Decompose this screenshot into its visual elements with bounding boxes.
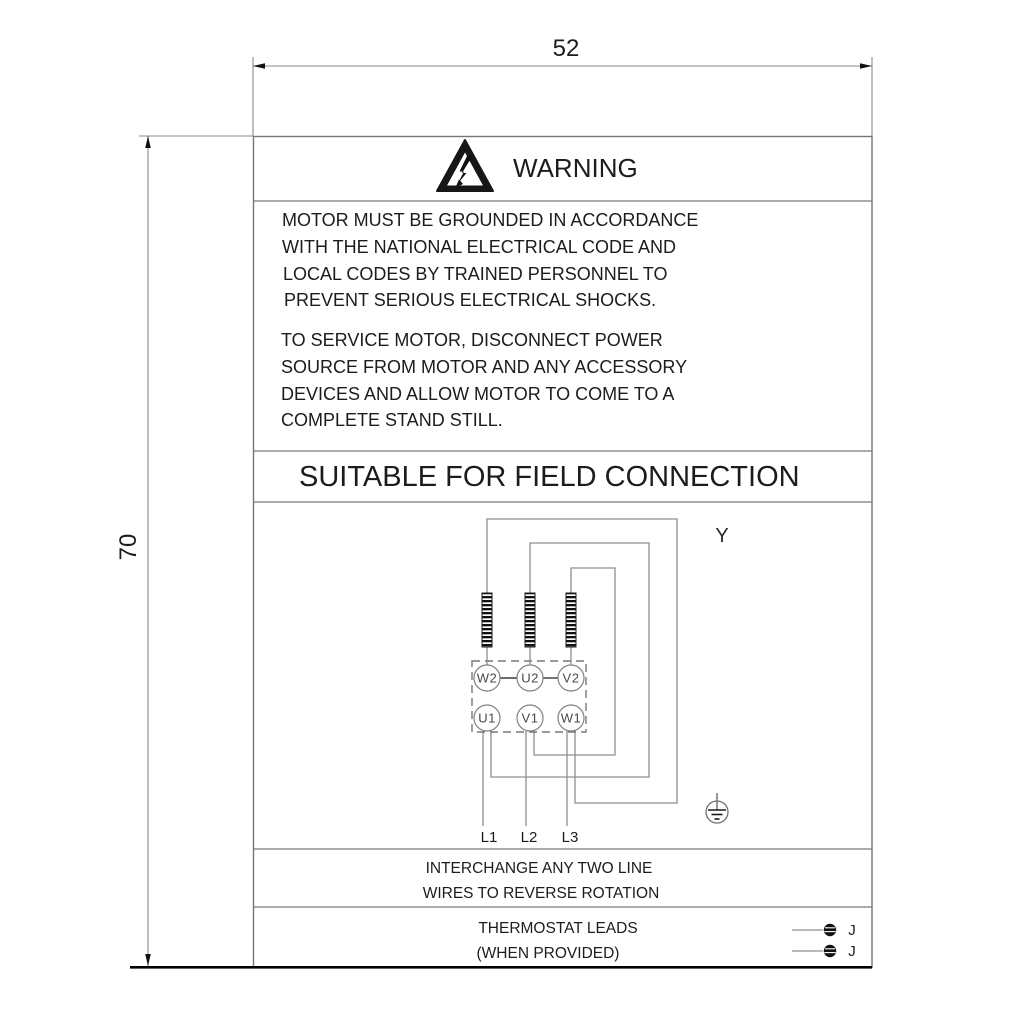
width-dimension <box>253 35 872 136</box>
warning-header <box>437 140 638 191</box>
rotation-note-line: WIRES TO REVERSE ROTATION <box>422 885 660 902</box>
field-connection-title: SUITABLE FOR FIELD CONNECTION <box>299 461 800 493</box>
paragraph-line: WITH THE NATIONAL ELECTRICAL CODE AND <box>282 237 677 257</box>
line-lead-label-l3: L3 <box>561 829 579 846</box>
arrow-left-icon <box>253 63 265 69</box>
winding-loop-middle <box>491 543 649 777</box>
lead-label: J <box>848 943 856 960</box>
rotation-note <box>423 860 660 902</box>
paragraph-line: COMPLETE STAND STILL. <box>281 410 503 430</box>
rotation-note-line: INTERCHANGE ANY TWO LINE <box>425 860 653 877</box>
terminal-label: W2 <box>476 670 498 686</box>
winding-coil <box>566 593 576 647</box>
lead-label: J <box>848 922 856 939</box>
thermostat-lead-1 <box>792 922 856 939</box>
lead-terminal-icon <box>824 924 836 936</box>
connection-type-label: Y <box>715 525 729 547</box>
high-voltage-warning-icon <box>437 140 493 191</box>
arrow-up-icon <box>145 136 151 148</box>
lead-terminal-icon <box>824 945 836 957</box>
winding-coil <box>525 593 535 647</box>
thermostat-line1: THERMOSTAT LEADS <box>478 920 638 937</box>
arrow-down-icon <box>145 954 151 966</box>
thermostat-note <box>477 920 856 962</box>
winding-coil <box>482 593 492 647</box>
width-dimension-value: 52 <box>552 35 580 62</box>
terminal-label: V1 <box>521 710 539 726</box>
ground-icon <box>706 793 728 823</box>
paragraph-line: SOURCE FROM MOTOR AND ANY ACCESSORY <box>281 357 688 377</box>
height-dimension <box>115 136 253 966</box>
height-dimension-value: 70 <box>115 533 142 561</box>
paragraph-line: MOTOR MUST BE GROUNDED IN ACCORDANCE <box>282 210 699 230</box>
line-lead-label-l2: L2 <box>520 829 538 846</box>
paragraph-line: DEVICES AND ALLOW MOTOR TO COME TO A <box>281 384 675 404</box>
thermostat-line2: (WHEN PROVIDED) <box>476 945 620 962</box>
warning-title: WARNING <box>513 153 638 183</box>
terminal-label: V2 <box>562 670 580 686</box>
terminal-label: U1 <box>478 710 496 726</box>
terminal-label: W1 <box>560 710 582 726</box>
paragraph-line: TO SERVICE MOTOR, DISCONNECT POWER <box>281 330 663 350</box>
line-lead-label-l1: L1 <box>480 829 498 846</box>
grounding-paragraph <box>282 210 698 310</box>
wiring-diagram <box>472 519 729 846</box>
paragraph-line: PREVENT SERIOUS ELECTRICAL SHOCKS. <box>284 290 657 310</box>
thermostat-lead-2 <box>792 943 856 960</box>
label-outline <box>130 137 872 968</box>
service-paragraph <box>281 330 687 430</box>
paragraph-line: LOCAL CODES BY TRAINED PERSONNEL TO <box>283 264 668 284</box>
arrow-right-icon <box>860 63 872 69</box>
terminal-label: U2 <box>521 670 539 686</box>
